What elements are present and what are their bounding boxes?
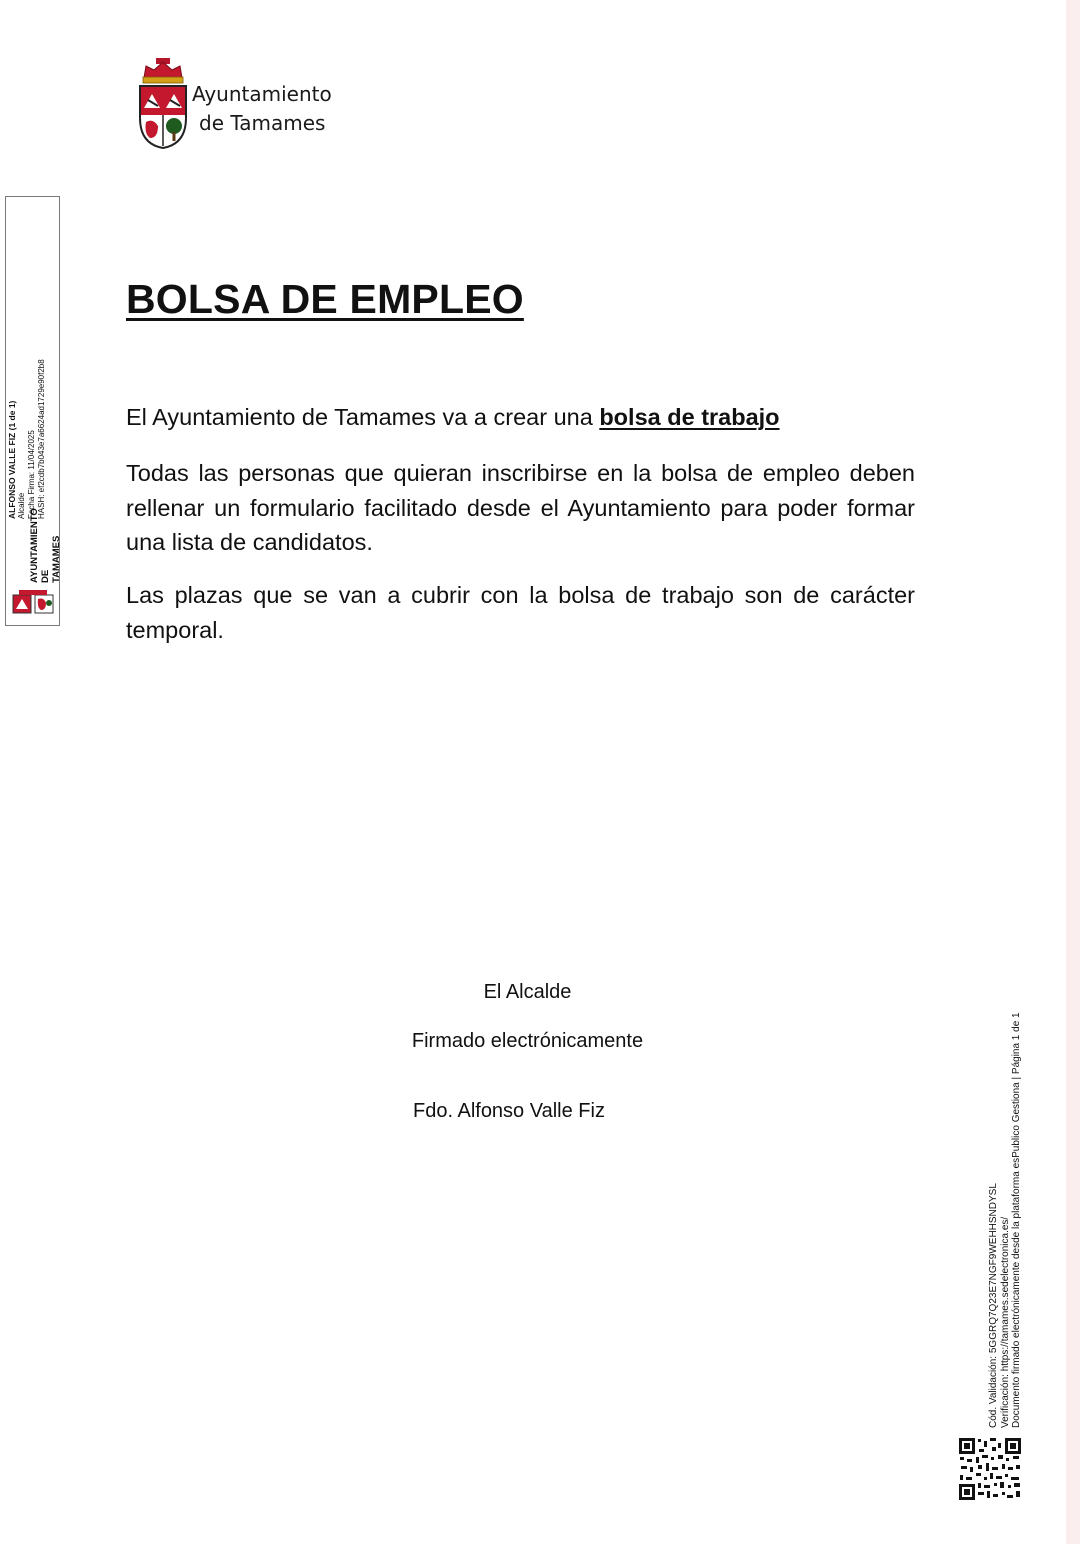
- logo-text-line1: Ayuntamiento: [192, 82, 332, 106]
- coat-of-arms-icon: [136, 56, 190, 150]
- header-logo: [136, 56, 336, 152]
- stamp-date: Fecha Firma: 11/04/2025: [27, 430, 36, 519]
- validation-url: Verificación: https://tamames.sedelectronica.es/: [999, 1216, 1011, 1428]
- paragraph-positions: Las plazas que se van a cubrir con la bolsa de trabajo son de carácter temporal.: [126, 582, 915, 643]
- intro-text: El Ayuntamiento de Tamames va a crear una: [126, 404, 600, 430]
- stamp-entity-line1: AYUNTAMIENTO: [29, 508, 40, 583]
- intro-paragraph: [126, 404, 916, 431]
- stamp-role: Alcalde: [17, 492, 26, 519]
- signer-name: Fdo. Alfonso Valle Fiz: [413, 1100, 605, 1122]
- validation-platform: Documento firmado electrónicamente desde la plataforma esPublico Gestiona | Página 1 de 1: [1011, 1012, 1022, 1428]
- signature-stamp: [5, 196, 60, 626]
- mini-coat-of-arms-icon: [11, 589, 55, 617]
- stamp-hash: HASH: ef2cdb7b043e7a6624ad1729e90f2b8: [37, 359, 46, 519]
- stamp-entity-line2: DE TAMAMES: [40, 535, 62, 583]
- validation-code: Cód. Validación: 5GGRQ7Q23E7NGF9WEHHSNDYSL: [988, 1183, 999, 1428]
- document-title: BOLSA DE EMPLEO: [126, 276, 524, 322]
- signer-position: El Alcalde: [483, 981, 572, 1003]
- qr-code-icon: [958, 1437, 1022, 1501]
- intro-highlight: bolsa de trabajo: [599, 404, 780, 430]
- signature-method: Firmado electrónicamente: [411, 1030, 644, 1052]
- page-edge-strip: [1066, 0, 1080, 1544]
- stamp-signer: ALFONSO VALLE FIZ (1 de 1): [7, 400, 17, 519]
- paragraph-requirements: Todas las personas que quieran inscribirse en la bolsa de empleo deben rellenar un formulario facilitado desde el Ayuntamiento para poder formar una lista de candidatos.: [126, 460, 915, 555]
- validation-info: [988, 958, 1028, 1428]
- logo-text-line2: de Tamames: [199, 111, 326, 135]
